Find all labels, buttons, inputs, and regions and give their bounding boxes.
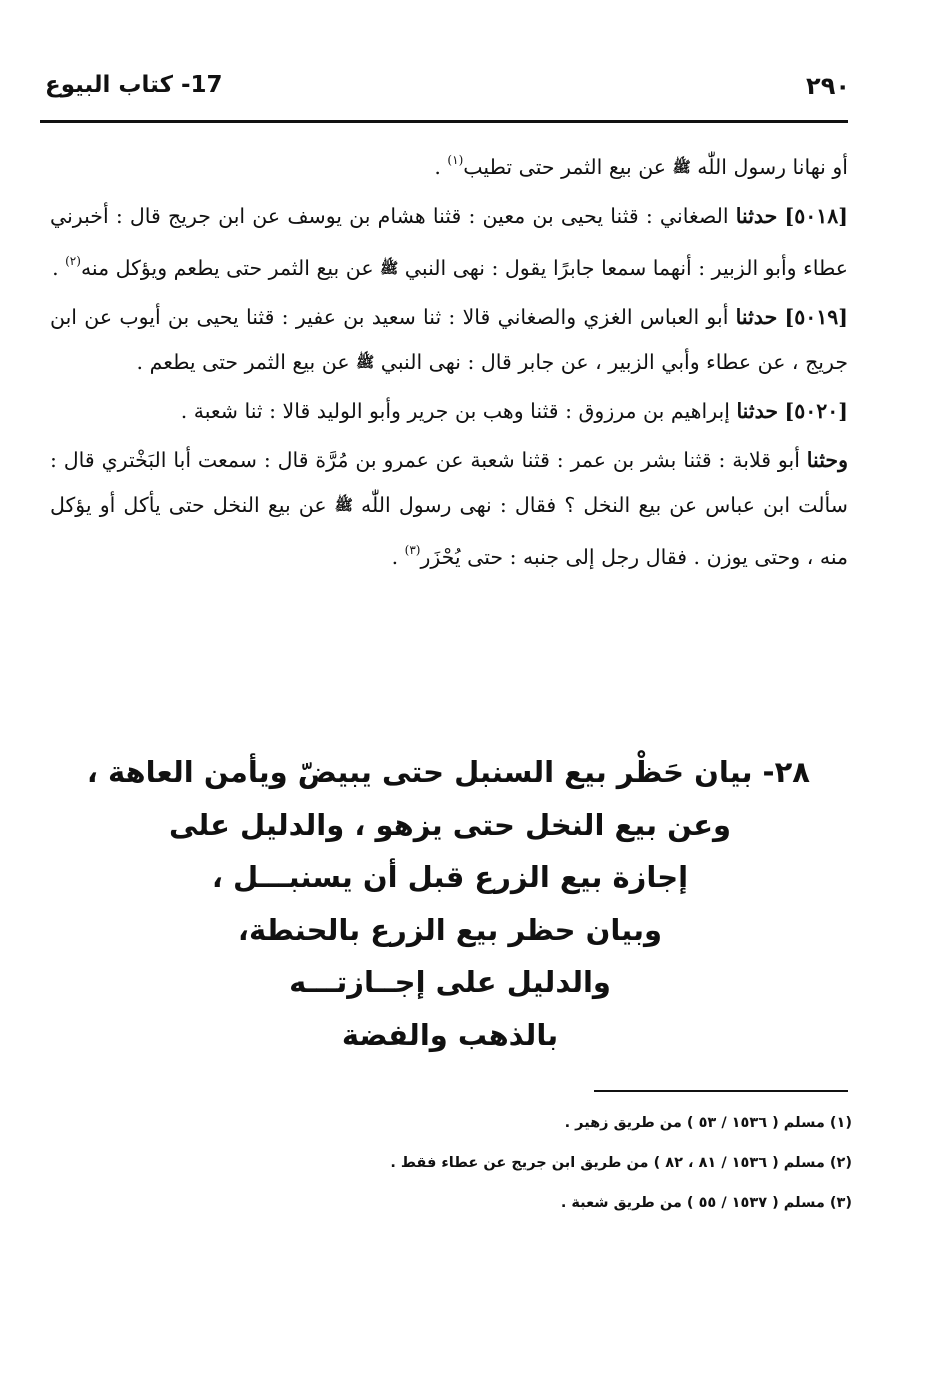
section-heading-line: والدليل على إجــازتـــه bbox=[289, 965, 611, 999]
hadith-number: [٥٠٢٠] bbox=[784, 399, 848, 423]
page-number: ٢٩٠ bbox=[806, 72, 850, 100]
footnote-2: (٢) مسلم ( ١٥٣٦ / ٨١ ، ٨٢ ) من طريق ابن جريج عن عطاء فقط . bbox=[390, 1155, 852, 1171]
footnotes bbox=[300, 1103, 852, 1223]
section-heading-line: ٢٨- بيان حَظْر بيع السنبل حتى يبيضّ ويأمن العاهة ، bbox=[86, 755, 810, 789]
hadith-5018: [٥٠١٨] حدثنا الصغاني : قثنا يحيى بن معين : قثنا هشام بن يوسف عن ابن جريج قال : أخبرني عطاء وأبو الزبير : أنهما سمعا جابرًا يقول : نهى النبي ﷺ عن بيع الثمر حتى يطعم ويؤكل منه$^{(٢)}$ . bbox=[50, 204, 848, 280]
salla-glyph: ﷺ bbox=[380, 259, 399, 277]
section-heading-line: وعن بيع النخل حتى يزهو ، والدليل على bbox=[168, 807, 732, 842]
footnote-ref: (١) bbox=[447, 153, 464, 167]
hadith-5019: [٥٠١٩] حدثنا أبو العباس الغزي والصغاني قالا : ثنا سعيد بن عفير : قثنا يحيى بن أيوب عن ابن جريج ، عن عطاء وأبي الزبير ، عن جابر قال : نهى النبي ﷺ عن بيع الثمر حتى يطعم . bbox=[50, 305, 848, 374]
section-heading-line: وبيان حظر بيع الزرع بالحنطة، bbox=[237, 912, 663, 947]
footnote-rule bbox=[594, 1090, 848, 1092]
hadith-5020: [٥٠٢٠] حدثنا إبراهيم بن مرزوق : قثنا وهب بن جرير وأبو الوليد قالا : ثنا شعبة . bbox=[180, 399, 848, 423]
chapter-title: 17- كتاب البيوع bbox=[45, 72, 223, 98]
section-heading-line: بالذهب والفضة bbox=[341, 1017, 559, 1052]
footnote-ref: (٣) bbox=[404, 543, 421, 557]
section-heading bbox=[86, 746, 810, 1061]
hadith-number: [٥٠١٩] bbox=[784, 305, 848, 329]
salla-glyph: ﷺ bbox=[672, 158, 691, 176]
footnote-1: (١) مسلم ( ١٥٣٦ / ٥٣ ) من طريق زهير . bbox=[564, 1115, 852, 1131]
section-heading-line: إجازة بيع الزرع قبل أن يسنبـــل ، bbox=[211, 860, 689, 894]
salla-glyph: ﷺ bbox=[334, 496, 353, 514]
opening-line: أو نهانا رسول اللّٰه ﷺ عن بيع الثمر حتى تطيب$^{(١)}$ . bbox=[434, 153, 848, 179]
footnote-ref: (٢) bbox=[65, 254, 81, 268]
salla-glyph: ﷺ bbox=[356, 353, 375, 371]
hadith-continuation: وحثنا أبو قلابة : قثنا بشر بن عمر : قثنا شعبة عن عمرو بن مُرَّة قال : سمعت أبا البَخْتري قال : سألت ابن عباس عن بيع النخل ؟ فقال : نهى رسول اللّٰه ﷺ عن بيع النخل حتى يأكل أو يؤكل منه ، وحتى يوزن . فقال رجل إلى جنبه : حتى يُحْزَر$^{(٣)}$ . bbox=[50, 448, 848, 569]
header-rule bbox=[40, 120, 848, 123]
footnote-3: (٣) مسلم ( ١٥٣٧ / ٥٥ ) من طريق شعبة . bbox=[560, 1195, 852, 1211]
running-header bbox=[45, 72, 872, 112]
main-text bbox=[50, 138, 848, 580]
hadith-number: [٥٠١٨] bbox=[784, 204, 848, 228]
